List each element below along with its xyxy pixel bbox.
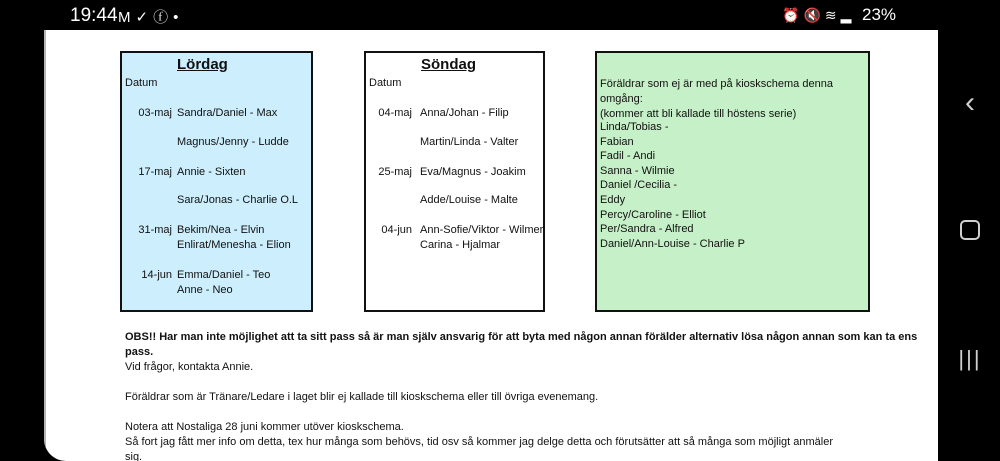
list-item: Fabian [600, 135, 634, 148]
entry-names-second: Carina - Hjalmar [420, 239, 501, 251]
excluded-parents-box [595, 51, 870, 312]
entry-names: Bekim/Nea - Elvin [177, 224, 265, 236]
facebook-icon: ⓕ [153, 9, 174, 26]
list-item: Daniel/Ann-Louise - Charlie P [600, 237, 745, 250]
datum-label: Datum [369, 77, 402, 89]
sunday-title: Söndag [421, 56, 476, 73]
recent-apps-icon: ||| [958, 346, 982, 371]
document-page[interactable] [44, 30, 938, 461]
signal-icon: ▂ [840, 7, 856, 23]
entry-names: Sandra/Daniel - Max [177, 107, 278, 119]
list-item: Linda/Tobias - [600, 121, 669, 133]
entry-names: Anna/Johan - Filip [420, 107, 509, 119]
sunday-schedule [364, 51, 545, 312]
parents-intro-line: (kommer att bli kallade till höstens serie) [600, 108, 797, 120]
entry-names: Adde/Louise - Malte [420, 194, 518, 206]
datum-label: Datum [125, 77, 158, 89]
recent-apps-button[interactable] [940, 346, 1000, 372]
entry-names: Ann-Sofie/Viktor - Wilmer [420, 224, 544, 236]
notes-section [125, 330, 938, 461]
list-item: Sanna - Wilmie [600, 164, 675, 177]
navigation-bar [940, 0, 1000, 461]
list-item: Eddy [600, 193, 626, 206]
entry-date: 14-jun [141, 269, 172, 281]
chevron-left-icon: ‹ [965, 86, 975, 119]
back-button[interactable] [940, 86, 1000, 120]
alarm-icon: ⏰ [782, 7, 804, 23]
status-bar [0, 0, 940, 30]
nostalgia-note: Notera att Nostaliga 28 juni kommer utöver kioskschema. [125, 421, 404, 433]
entry-names: Eva/Magnus - Joakim [420, 166, 526, 178]
entry-names: Martin/Linda - Valter [420, 136, 519, 148]
list-item: Fadil - Andi [600, 150, 656, 163]
entry-names-second: Enlirat/Menesha - Elion [177, 239, 291, 251]
list-item: Percy/Caroline - Elliot [600, 208, 706, 221]
parents-intro-line: Föräldrar som ej är med på kioskschema denna omgång: [600, 78, 833, 105]
entry-date: 17-maj [138, 166, 172, 178]
entry-names-second: Anne - Neo [177, 284, 233, 296]
trainers-note: Föräldrar som är Tränare/Ledare i laget blir ej kallade till kioskschema eller till övriga evenemang. [125, 391, 599, 403]
parents-intro [600, 77, 868, 122]
entry-names: Magnus/Jenny - Ludde [177, 136, 289, 148]
mail-icon: M [118, 9, 136, 26]
entry-date: 04-jun [381, 224, 412, 236]
home-icon [960, 220, 980, 240]
saturday-title: Lördag [177, 56, 228, 73]
status-time: 19:44 [70, 5, 118, 26]
parents-list [600, 120, 745, 251]
notification-icons [118, 6, 183, 27]
info-note: Så fort jag fått mer info om detta, tex hur många som behövs, tid osv så kommer jag delge detta och förutsätter att så många som möjligt anmäler [125, 436, 834, 448]
mute-icon: 🔇 [803, 7, 825, 23]
download-done-icon: ✓ [135, 9, 154, 26]
battery-level: 23% [862, 5, 897, 24]
saturday-schedule [120, 51, 313, 312]
system-icons [782, 7, 855, 24]
obs-note: OBS!! Har man inte möjlighet att ta sitt pass så är man själv ansvarig för att byta med någon annan förälder alternativ lösa någon annan som kan ta ens pass. [125, 331, 918, 358]
entry-date: 25-maj [378, 166, 412, 178]
info-note-continued: sig. [125, 451, 143, 461]
contact-note: Vid frågor, kontakta Annie. [125, 361, 254, 373]
wifi-icon: ≋ [824, 7, 841, 23]
dot-icon: • [173, 9, 184, 26]
entry-names: Sara/Jonas - Charlie O.L [177, 194, 299, 206]
entry-names: Emma/Daniel - Teo [177, 269, 271, 281]
list-item: Daniel /Cecilia - [600, 179, 678, 192]
home-button[interactable] [940, 220, 1000, 245]
list-item: Per/Sandra - Alfred [600, 223, 694, 236]
entry-names: Annie - Sixten [177, 166, 246, 178]
entry-date: 04-maj [378, 107, 412, 119]
entry-date: 31-maj [138, 224, 172, 236]
entry-date: 03-maj [138, 107, 172, 119]
